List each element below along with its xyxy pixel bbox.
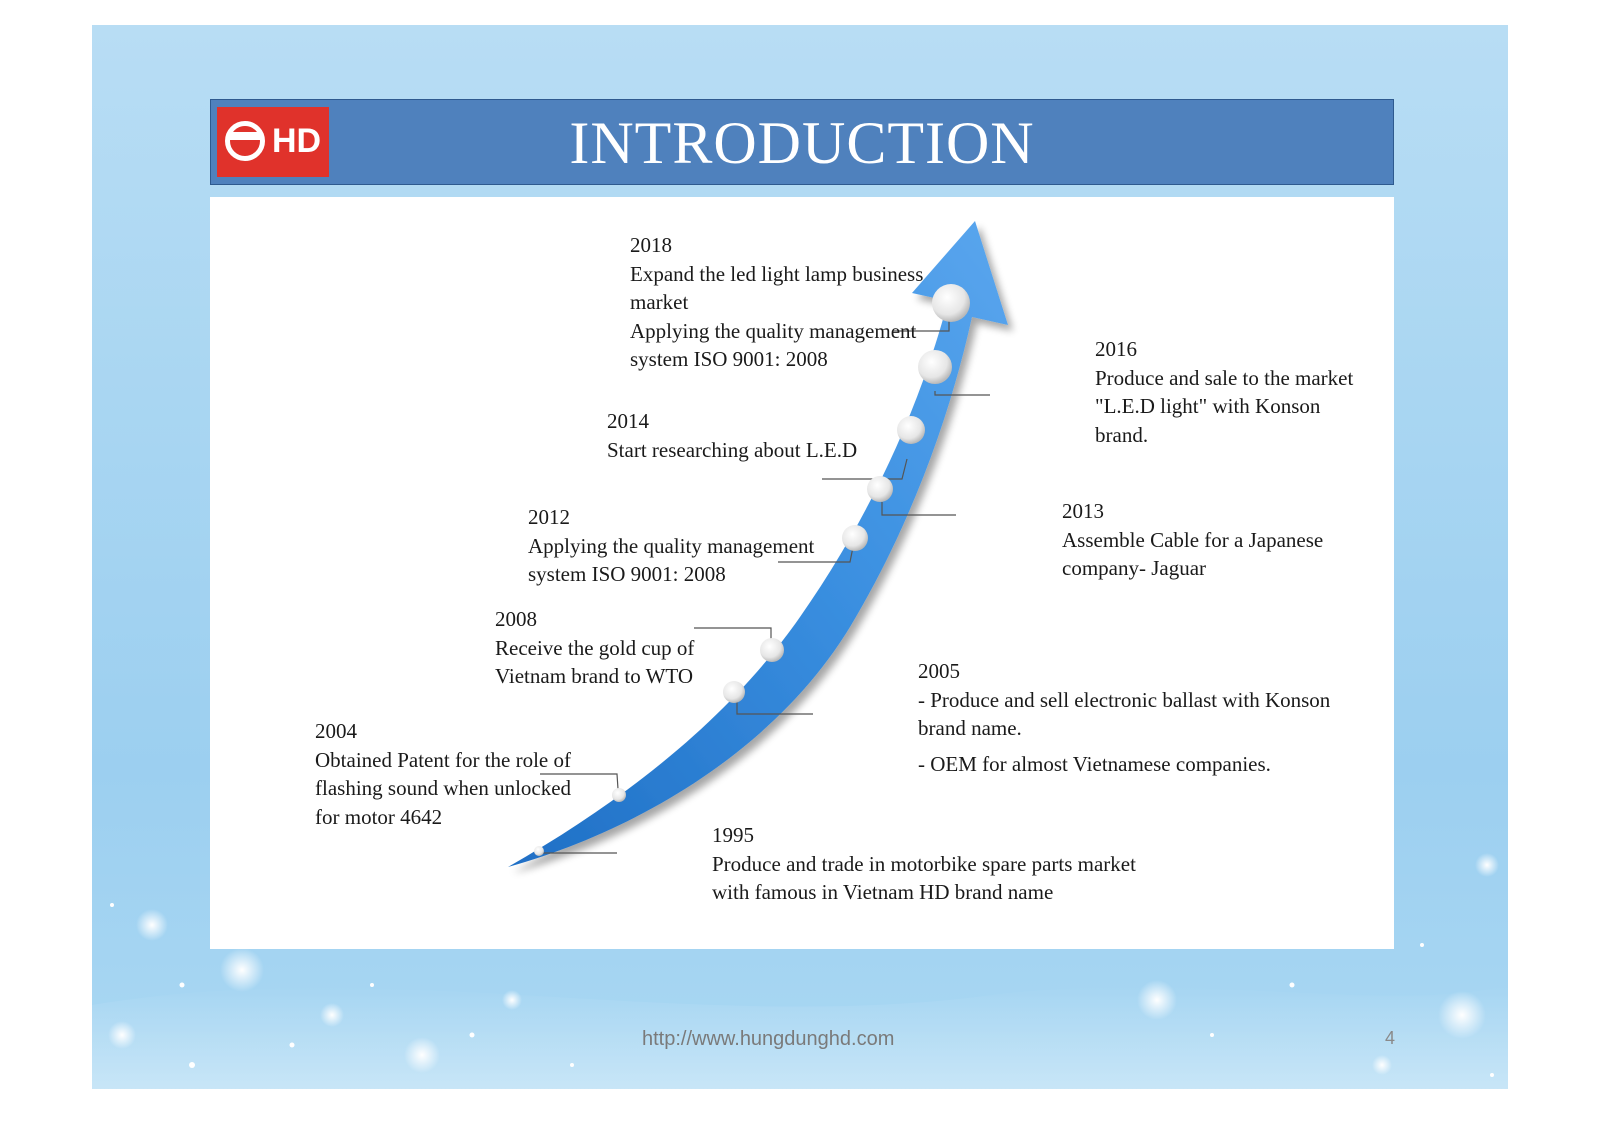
footer-url: http://www.hungdunghd.com xyxy=(642,1028,895,1050)
milestone-2004: 2004 Obtained Patent for the role of flashing sound when unlocked for motor 4642 xyxy=(315,719,572,829)
milestone-year: 2005 xyxy=(918,659,960,683)
milestone-dot-2018 xyxy=(932,284,970,322)
milestone-1995: 1995 Produce and trade in motorbike spare parts market with famous in Vietnam HD brand name xyxy=(712,823,1136,904)
page-number: 4 xyxy=(1385,1028,1396,1048)
milestone-year: 2008 xyxy=(495,607,537,631)
title-bar xyxy=(210,99,1394,185)
milestone-dot-1995 xyxy=(534,846,544,856)
milestone-2008: 2008 Receive the gold cup of Vietnam brand to WTO xyxy=(495,607,695,688)
logo-text: HD xyxy=(272,122,322,160)
milestone-dot-2004 xyxy=(612,788,626,802)
slide-background xyxy=(92,25,1508,1089)
timeline-panel xyxy=(210,197,1394,949)
milestone-year: 2014 xyxy=(607,409,649,433)
milestone-dot-2005 xyxy=(723,681,745,703)
milestone-2005: 2005 - Produce and sell electronic ballast with Konson brand name. - OEM for almost Vietnamese companies. xyxy=(918,659,1331,776)
milestone-2018: 2018 Expand the led light lamp business market Applying the quality management system ISO 9001: 2008 xyxy=(630,233,924,371)
milestone-dot-2014 xyxy=(897,416,925,444)
milestone-year: 2004 xyxy=(315,719,357,743)
milestone-dot-2013 xyxy=(867,476,893,502)
milestone-year: 2013 xyxy=(1062,499,1104,523)
milestone-year: 2018 xyxy=(630,233,672,257)
page-title: INTRODUCTION xyxy=(569,110,1035,176)
milestone-dot-2012 xyxy=(842,525,868,551)
milestone-2014: 2014 Start researching about L.E.D xyxy=(607,409,858,462)
milestone-2013: 2013 Assemble Cable for a Japanese company- Jaguar xyxy=(1062,499,1324,580)
milestone-year: 2012 xyxy=(528,505,570,529)
milestone-year: 1995 xyxy=(712,823,754,847)
milestone-2016: 2016 Produce and sale to the market "L.E.D light" with Konson brand. xyxy=(1095,337,1354,447)
milestone-2012: 2012 Applying the quality management system ISO 9001: 2008 xyxy=(528,505,815,586)
milestone-year: 2016 xyxy=(1095,337,1137,361)
milestone-dot-2008 xyxy=(760,638,784,662)
